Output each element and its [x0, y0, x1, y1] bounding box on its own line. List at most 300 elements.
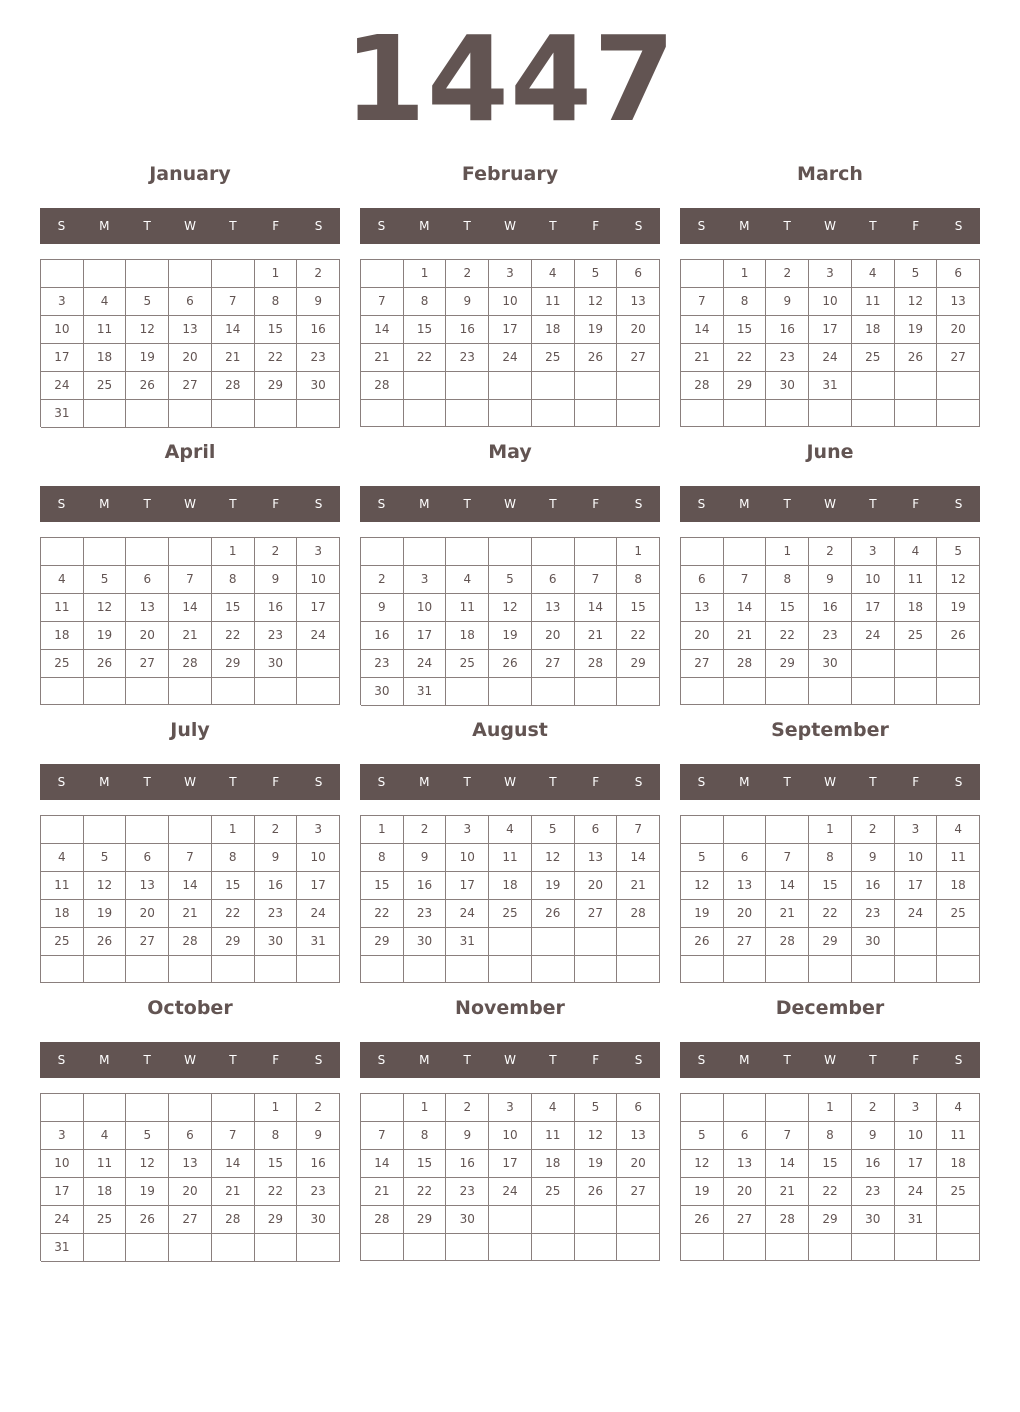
- day-cell: [575, 400, 618, 427]
- day-cell: 10: [895, 844, 938, 872]
- day-cell: 1: [809, 816, 852, 844]
- day-cell: [532, 538, 575, 566]
- day-cell: 4: [532, 260, 575, 288]
- day-cell: 19: [575, 316, 618, 344]
- day-cell: 28: [681, 372, 724, 400]
- day-cell: [617, 372, 660, 400]
- day-cell: 26: [126, 372, 169, 400]
- day-cell: 19: [84, 900, 127, 928]
- month-name: October: [147, 997, 233, 1019]
- day-cell: [446, 678, 489, 706]
- day-cell: 21: [617, 872, 660, 900]
- day-cell: 22: [404, 1178, 447, 1206]
- day-cell: 16: [446, 1150, 489, 1178]
- day-cell: 26: [681, 928, 724, 956]
- day-cell: 2: [361, 566, 404, 594]
- day-cell: 15: [404, 316, 447, 344]
- day-cell: 11: [446, 594, 489, 622]
- weekday-label: T: [463, 497, 471, 511]
- day-cell: 29: [766, 650, 809, 678]
- month-name: January: [149, 163, 231, 185]
- weekday-label: F: [912, 497, 920, 511]
- day-cell: 20: [617, 316, 660, 344]
- day-cell: [297, 400, 340, 428]
- day-cell: 15: [255, 1150, 298, 1178]
- weekday-header-bar: [40, 1042, 340, 1078]
- day-cell: 14: [361, 1150, 404, 1178]
- day-cell: [937, 372, 980, 400]
- day-cell: 19: [126, 344, 169, 372]
- weekday-header-bar: [680, 208, 980, 244]
- day-cell: 15: [809, 872, 852, 900]
- day-cell: 1: [766, 538, 809, 566]
- day-cell: 28: [766, 928, 809, 956]
- day-cell: [575, 1234, 618, 1261]
- day-cell: 25: [852, 344, 895, 372]
- day-cell: [681, 260, 724, 288]
- day-cell: 3: [895, 816, 938, 844]
- day-cell: [809, 400, 852, 427]
- day-cell: [532, 1206, 575, 1234]
- day-cell: 4: [84, 288, 127, 316]
- day-cell: [84, 538, 127, 566]
- day-cell: [297, 650, 340, 678]
- weekday-label: S: [697, 1053, 706, 1067]
- day-cell: 27: [169, 372, 212, 400]
- day-cell: 28: [212, 1206, 255, 1234]
- day-cell: 29: [809, 1206, 852, 1234]
- weekday-label: M: [99, 219, 110, 233]
- weekday-label: M: [99, 775, 110, 789]
- day-cell: 11: [937, 1122, 980, 1150]
- day-cell: [126, 1094, 169, 1122]
- day-cell: 7: [575, 566, 618, 594]
- day-grid: [680, 815, 980, 983]
- day-cell: 28: [617, 900, 660, 928]
- day-cell: 9: [297, 1122, 340, 1150]
- day-cell: 21: [681, 344, 724, 372]
- day-cell: 19: [681, 1178, 724, 1206]
- day-cell: 1: [404, 1094, 447, 1122]
- day-cell: [895, 372, 938, 400]
- day-cell: [766, 678, 809, 705]
- day-cell: [489, 956, 532, 983]
- day-cell: 24: [852, 622, 895, 650]
- day-cell: [489, 1206, 532, 1234]
- month-name: June: [806, 441, 854, 463]
- day-cell: [212, 1234, 255, 1262]
- day-cell: 31: [809, 372, 852, 400]
- day-cell: 18: [446, 622, 489, 650]
- day-cell: 13: [169, 1150, 212, 1178]
- weekday-label: T: [143, 219, 151, 233]
- day-cell: [41, 956, 84, 983]
- day-cell: 24: [41, 1206, 84, 1234]
- day-cell: 31: [41, 400, 84, 428]
- day-cell: 23: [852, 1178, 895, 1206]
- day-cell: [126, 400, 169, 428]
- day-cell: 5: [575, 1094, 618, 1122]
- day-cell: 25: [937, 1178, 980, 1206]
- day-cell: 10: [41, 1150, 84, 1178]
- day-cell: [617, 1234, 660, 1261]
- day-cell: 4: [852, 260, 895, 288]
- day-cell: [575, 678, 618, 706]
- day-cell: 1: [809, 1094, 852, 1122]
- day-cell: 31: [895, 1206, 938, 1234]
- day-cell: [766, 400, 809, 427]
- day-cell: [446, 400, 489, 427]
- day-cell: 12: [681, 872, 724, 900]
- day-cell: 20: [169, 344, 212, 372]
- day-cell: 15: [404, 1150, 447, 1178]
- day-cell: [575, 956, 618, 983]
- weekday-label: T: [463, 1053, 471, 1067]
- day-cell: 17: [41, 344, 84, 372]
- day-cell: [532, 1234, 575, 1261]
- day-cell: 25: [895, 622, 938, 650]
- day-cell: 22: [255, 344, 298, 372]
- day-cell: 3: [852, 538, 895, 566]
- day-cell: 7: [724, 566, 767, 594]
- day-cell: 12: [937, 566, 980, 594]
- weekday-label: F: [272, 219, 280, 233]
- day-cell: 30: [766, 372, 809, 400]
- weekday-label: W: [504, 497, 516, 511]
- day-cell: 18: [41, 900, 84, 928]
- day-cell: 24: [895, 1178, 938, 1206]
- day-cell: 12: [84, 872, 127, 900]
- day-cell: [937, 400, 980, 427]
- day-cell: 27: [575, 900, 618, 928]
- day-cell: 23: [809, 622, 852, 650]
- day-cell: 7: [212, 1122, 255, 1150]
- weekday-label: M: [419, 497, 430, 511]
- day-cell: [724, 538, 767, 566]
- day-cell: 5: [126, 1122, 169, 1150]
- day-cell: [126, 260, 169, 288]
- day-cell: 1: [255, 1094, 298, 1122]
- day-cell: [212, 400, 255, 428]
- day-cell: 1: [212, 538, 255, 566]
- day-cell: 6: [169, 288, 212, 316]
- day-cell: 24: [446, 900, 489, 928]
- day-cell: 28: [169, 928, 212, 956]
- day-cell: 5: [84, 566, 127, 594]
- day-cell: 6: [724, 844, 767, 872]
- day-cell: 24: [489, 344, 532, 372]
- day-cell: 13: [724, 1150, 767, 1178]
- day-cell: 16: [255, 594, 298, 622]
- day-cell: 13: [724, 872, 767, 900]
- day-cell: 4: [937, 1094, 980, 1122]
- weekday-label: S: [954, 775, 963, 789]
- day-cell: 24: [404, 650, 447, 678]
- day-cell: 16: [852, 872, 895, 900]
- day-cell: 15: [212, 594, 255, 622]
- weekday-label: T: [143, 1053, 151, 1067]
- day-cell: 22: [361, 900, 404, 928]
- day-cell: 10: [297, 566, 340, 594]
- day-cell: 2: [446, 260, 489, 288]
- day-cell: [404, 1234, 447, 1261]
- day-cell: 15: [361, 872, 404, 900]
- day-cell: 18: [852, 316, 895, 344]
- day-cell: 6: [126, 844, 169, 872]
- day-cell: 8: [617, 566, 660, 594]
- day-cell: [361, 538, 404, 566]
- day-cell: 6: [617, 260, 660, 288]
- weekday-header-bar: [360, 1042, 660, 1078]
- day-grid: [360, 537, 660, 705]
- day-cell: [937, 1234, 980, 1261]
- day-cell: [169, 260, 212, 288]
- day-cell: 26: [681, 1206, 724, 1234]
- weekday-label: S: [57, 1053, 66, 1067]
- weekday-label: S: [57, 497, 66, 511]
- day-cell: 30: [297, 1206, 340, 1234]
- day-cell: 4: [446, 566, 489, 594]
- weekday-label: W: [184, 497, 196, 511]
- day-cell: 23: [361, 650, 404, 678]
- day-cell: 6: [575, 816, 618, 844]
- weekday-label: T: [783, 497, 791, 511]
- day-cell: 6: [937, 260, 980, 288]
- day-cell: 17: [297, 872, 340, 900]
- day-cell: 16: [809, 594, 852, 622]
- day-cell: 12: [126, 1150, 169, 1178]
- day-cell: [895, 956, 938, 983]
- day-cell: [84, 260, 127, 288]
- day-cell: 16: [297, 1150, 340, 1178]
- day-cell: 14: [361, 316, 404, 344]
- day-cell: 3: [809, 260, 852, 288]
- day-cell: 7: [681, 288, 724, 316]
- day-cell: 10: [809, 288, 852, 316]
- day-cell: 13: [575, 844, 618, 872]
- day-cell: 29: [212, 650, 255, 678]
- day-cell: 23: [297, 1178, 340, 1206]
- day-cell: [297, 678, 340, 705]
- day-cell: [212, 1094, 255, 1122]
- day-cell: 5: [895, 260, 938, 288]
- day-cell: 4: [489, 816, 532, 844]
- day-cell: 21: [169, 900, 212, 928]
- day-cell: 4: [41, 566, 84, 594]
- day-cell: 22: [809, 900, 852, 928]
- day-cell: [681, 400, 724, 427]
- day-cell: [681, 538, 724, 566]
- day-cell: 8: [809, 844, 852, 872]
- day-cell: 28: [724, 650, 767, 678]
- day-cell: [809, 956, 852, 983]
- day-cell: 8: [361, 844, 404, 872]
- weekday-label: W: [824, 219, 836, 233]
- day-cell: 1: [724, 260, 767, 288]
- weekday-header-bar: [360, 764, 660, 800]
- day-cell: [169, 538, 212, 566]
- day-cell: 21: [361, 1178, 404, 1206]
- weekday-header-bar: [360, 486, 660, 522]
- day-cell: 8: [809, 1122, 852, 1150]
- day-cell: 22: [809, 1178, 852, 1206]
- day-cell: 25: [41, 928, 84, 956]
- day-cell: 30: [255, 928, 298, 956]
- weekday-label: F: [272, 775, 280, 789]
- day-cell: 29: [617, 650, 660, 678]
- day-cell: 25: [489, 900, 532, 928]
- day-cell: [681, 956, 724, 983]
- day-cell: 8: [766, 566, 809, 594]
- day-cell: 2: [766, 260, 809, 288]
- day-cell: [489, 1234, 532, 1261]
- weekday-label: T: [549, 775, 557, 789]
- weekday-label: S: [377, 1053, 386, 1067]
- weekday-label: S: [697, 219, 706, 233]
- weekday-label: M: [419, 1053, 430, 1067]
- weekday-label: T: [229, 219, 237, 233]
- day-cell: [297, 956, 340, 983]
- weekday-header-bar: [360, 208, 660, 244]
- weekday-label: W: [824, 497, 836, 511]
- day-cell: 26: [937, 622, 980, 650]
- day-cell: 8: [212, 844, 255, 872]
- day-cell: 10: [404, 594, 447, 622]
- day-cell: 21: [212, 1178, 255, 1206]
- day-cell: [617, 1206, 660, 1234]
- day-cell: [255, 678, 298, 705]
- day-cell: [169, 1094, 212, 1122]
- day-cell: 24: [809, 344, 852, 372]
- day-cell: 20: [681, 622, 724, 650]
- day-cell: 10: [41, 316, 84, 344]
- weekday-header-bar: [680, 486, 980, 522]
- day-cell: 18: [532, 316, 575, 344]
- day-cell: [575, 538, 618, 566]
- day-cell: 16: [766, 316, 809, 344]
- weekday-label: T: [229, 775, 237, 789]
- day-cell: 10: [446, 844, 489, 872]
- day-cell: 18: [895, 594, 938, 622]
- weekday-label: T: [783, 219, 791, 233]
- weekday-label: T: [143, 497, 151, 511]
- day-cell: 2: [297, 1094, 340, 1122]
- day-cell: [681, 816, 724, 844]
- day-cell: 5: [532, 816, 575, 844]
- day-cell: [404, 372, 447, 400]
- day-cell: 5: [84, 844, 127, 872]
- day-cell: 13: [617, 1122, 660, 1150]
- day-cell: 2: [404, 816, 447, 844]
- day-cell: [255, 1234, 298, 1262]
- day-cell: [126, 678, 169, 705]
- month-name: December: [775, 997, 885, 1019]
- day-cell: [895, 1234, 938, 1261]
- day-cell: [489, 928, 532, 956]
- day-cell: 31: [297, 928, 340, 956]
- day-cell: [255, 956, 298, 983]
- day-cell: 27: [126, 928, 169, 956]
- day-cell: [809, 1234, 852, 1261]
- day-cell: [895, 650, 938, 678]
- day-cell: 25: [84, 1206, 127, 1234]
- day-cell: 24: [297, 622, 340, 650]
- day-cell: 28: [361, 1206, 404, 1234]
- day-grid: [680, 537, 980, 705]
- day-cell: 17: [895, 872, 938, 900]
- day-cell: 20: [126, 900, 169, 928]
- day-cell: [84, 1234, 127, 1262]
- day-cell: 30: [809, 650, 852, 678]
- day-cell: 26: [575, 344, 618, 372]
- month-name: April: [164, 441, 216, 463]
- day-cell: 18: [937, 1150, 980, 1178]
- day-cell: 29: [255, 372, 298, 400]
- day-cell: 22: [404, 344, 447, 372]
- day-cell: 1: [212, 816, 255, 844]
- day-cell: [404, 400, 447, 427]
- weekday-label: S: [314, 219, 323, 233]
- day-cell: 1: [361, 816, 404, 844]
- day-cell: 1: [255, 260, 298, 288]
- day-cell: 14: [212, 316, 255, 344]
- day-cell: 20: [169, 1178, 212, 1206]
- day-cell: 3: [41, 288, 84, 316]
- day-cell: [446, 538, 489, 566]
- day-cell: [489, 538, 532, 566]
- weekday-label: F: [272, 1053, 280, 1067]
- day-cell: [446, 956, 489, 983]
- day-cell: 18: [84, 1178, 127, 1206]
- day-cell: [532, 372, 575, 400]
- day-cell: 12: [895, 288, 938, 316]
- day-cell: 30: [255, 650, 298, 678]
- day-cell: 15: [255, 316, 298, 344]
- day-cell: 19: [575, 1150, 618, 1178]
- day-cell: 21: [212, 344, 255, 372]
- day-grid: [40, 1093, 340, 1261]
- day-cell: 21: [169, 622, 212, 650]
- day-cell: [404, 538, 447, 566]
- day-cell: 7: [169, 844, 212, 872]
- day-cell: [724, 1234, 767, 1261]
- day-cell: [489, 400, 532, 427]
- day-cell: [895, 928, 938, 956]
- day-cell: [255, 400, 298, 428]
- weekday-label: W: [184, 775, 196, 789]
- day-cell: 18: [84, 344, 127, 372]
- day-cell: 12: [532, 844, 575, 872]
- day-cell: 4: [532, 1094, 575, 1122]
- day-cell: 23: [766, 344, 809, 372]
- day-cell: [361, 400, 404, 427]
- weekday-label: S: [634, 775, 643, 789]
- day-cell: 9: [404, 844, 447, 872]
- day-cell: 16: [297, 316, 340, 344]
- day-cell: [126, 956, 169, 983]
- day-cell: 23: [852, 900, 895, 928]
- month-name: July: [170, 719, 210, 741]
- day-cell: 22: [724, 344, 767, 372]
- day-cell: [84, 956, 127, 983]
- day-cell: 15: [809, 1150, 852, 1178]
- weekday-label: M: [419, 219, 430, 233]
- day-cell: 10: [489, 1122, 532, 1150]
- day-cell: 17: [895, 1150, 938, 1178]
- month-name: May: [488, 441, 532, 463]
- day-cell: 14: [212, 1150, 255, 1178]
- weekday-label: F: [912, 775, 920, 789]
